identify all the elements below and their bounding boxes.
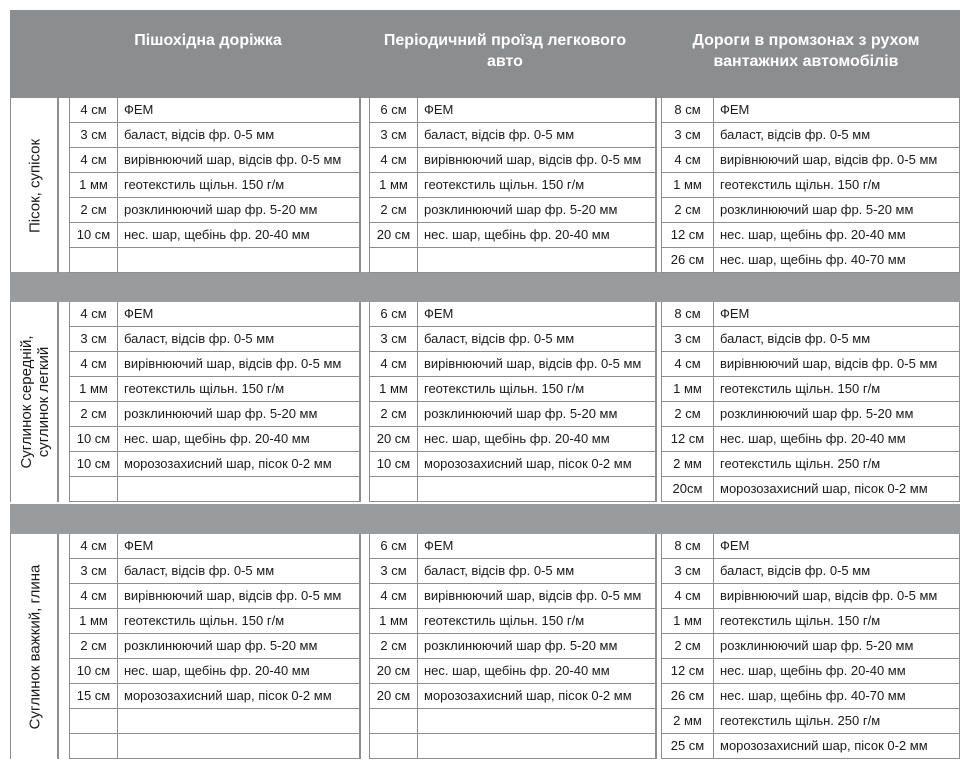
layer-thickness xyxy=(70,709,118,734)
soil-type-label xyxy=(10,302,58,502)
layer-thickness: 8 см xyxy=(662,98,714,123)
layer-description: морозозахисний шар, пісок 0-2 мм xyxy=(118,684,360,709)
table-row xyxy=(360,659,656,684)
layer-thickness: 4 см xyxy=(70,98,118,123)
layer-thickness: 12 см xyxy=(662,427,714,452)
table-row xyxy=(58,734,360,759)
layer-description: нес. шар, щебінь фр. 20-40 мм xyxy=(418,427,656,452)
table-row xyxy=(360,559,656,584)
soil-type-text xyxy=(27,564,44,729)
table-row xyxy=(58,659,360,684)
layer-description: вирівнюючий шар, відсів фр. 0-5 мм xyxy=(118,148,360,173)
layer-description: розклинюючий шар фр. 5-20 мм xyxy=(714,402,960,427)
layer-thickness: 1 мм xyxy=(370,377,418,402)
layer-thickness: 2 см xyxy=(370,198,418,223)
layer-description: нес. шар, щебінь фр. 20-40 мм xyxy=(118,659,360,684)
layer-thickness: 6 см xyxy=(370,302,418,327)
table-row xyxy=(58,452,360,477)
group-separator xyxy=(10,504,960,534)
table-row xyxy=(58,559,360,584)
layer-thickness: 20см xyxy=(662,477,714,502)
table-row xyxy=(360,98,656,123)
layer-thickness: 20 см xyxy=(370,427,418,452)
layer-thickness xyxy=(370,734,418,759)
layer-description: нес. шар, щебінь фр. 20-40 мм xyxy=(714,659,960,684)
layer-description: ФЕМ xyxy=(714,98,960,123)
layer-description: геотекстиль щільн. 150 г/м xyxy=(714,173,960,198)
layer-description: розклинюючий шар фр. 5-20 мм xyxy=(118,198,360,223)
layer-description: нес. шар, щебінь фр. 20-40 мм xyxy=(418,223,656,248)
layer-thickness: 3 см xyxy=(370,559,418,584)
section-car-driveway xyxy=(360,302,656,502)
section-footpath xyxy=(58,302,360,502)
layer-thickness: 2 см xyxy=(70,402,118,427)
table-row xyxy=(360,352,656,377)
table-row xyxy=(656,709,960,734)
layer-description: морозозахисний шар, пісок 0-2 мм xyxy=(714,477,960,502)
layer-thickness: 1 мм xyxy=(70,377,118,402)
layer-description: морозозахисний шар, пісок 0-2 мм xyxy=(118,452,360,477)
layer-description: нес. шар, щебінь фр. 20-40 мм xyxy=(714,427,960,452)
layer-thickness: 10 см xyxy=(370,452,418,477)
layer-thickness: 25 см xyxy=(662,734,714,759)
layer-thickness: 1 мм xyxy=(70,609,118,634)
table-row xyxy=(656,377,960,402)
table-row xyxy=(360,634,656,659)
layer-thickness: 4 см xyxy=(70,352,118,377)
layer-description: ФЕМ xyxy=(118,98,360,123)
layer-description: нес. шар, щебінь фр. 40-70 мм xyxy=(714,248,960,273)
table-row xyxy=(58,709,360,734)
layer-description: вирівнюючий шар, відсів фр. 0-5 мм xyxy=(714,352,960,377)
table-row xyxy=(360,734,656,759)
table-row xyxy=(360,173,656,198)
section-footpath xyxy=(58,98,360,273)
layer-description: геотекстиль щільн. 150 г/м xyxy=(418,173,656,198)
table-row xyxy=(656,198,960,223)
layer-description: вирівнюючий шар, відсів фр. 0-5 мм xyxy=(118,584,360,609)
layer-thickness: 15 см xyxy=(70,684,118,709)
layer-description: морозозахисний шар, пісок 0-2 мм xyxy=(418,452,656,477)
column-title-footpath: Пішохідна доріжка xyxy=(134,32,282,49)
table-row xyxy=(360,377,656,402)
table-row xyxy=(656,477,960,502)
table-row xyxy=(58,684,360,709)
table-row xyxy=(656,559,960,584)
layer-thickness: 20 см xyxy=(370,659,418,684)
soil-type-line: суглинок легкий xyxy=(35,346,52,458)
section-industrial-roads xyxy=(656,302,960,502)
layer-description: нес. шар, щебінь фр. 20-40 мм xyxy=(714,223,960,248)
section-car-driveway xyxy=(360,534,656,759)
layer-thickness: 2 см xyxy=(662,634,714,659)
layer-thickness: 1 мм xyxy=(662,377,714,402)
layer-description: вирівнюючий шар, відсів фр. 0-5 мм xyxy=(714,584,960,609)
layer-thickness xyxy=(70,248,118,273)
layer-description: розклинюючий шар фр. 5-20 мм xyxy=(714,634,960,659)
section-industrial-roads xyxy=(656,98,960,273)
table-row xyxy=(58,534,360,559)
layer-description: баласт, відсів фр. 0-5 мм xyxy=(418,559,656,584)
layer-description: ФЕМ xyxy=(418,302,656,327)
section-footpath xyxy=(58,534,360,759)
table-row xyxy=(58,248,360,273)
layer-description: баласт, відсів фр. 0-5 мм xyxy=(714,559,960,584)
table-row xyxy=(58,402,360,427)
layer-description: баласт, відсів фр. 0-5 мм xyxy=(118,123,360,148)
table-row xyxy=(58,609,360,634)
layer-thickness: 1 мм xyxy=(70,173,118,198)
layer-description: нес. шар, щебінь фр. 20-40 мм xyxy=(418,659,656,684)
table-row xyxy=(58,477,360,502)
layer-description: ФЕМ xyxy=(714,534,960,559)
soil-type-text xyxy=(18,335,52,468)
layer-description: ФЕМ xyxy=(118,534,360,559)
table-row xyxy=(656,402,960,427)
layer-description: розклинюючий шар фр. 5-20 мм xyxy=(418,634,656,659)
layer-description xyxy=(118,734,360,759)
layer-description xyxy=(118,709,360,734)
table-row xyxy=(656,223,960,248)
layer-description: морозозахисний шар, пісок 0-2 мм xyxy=(418,684,656,709)
layer-description xyxy=(418,248,656,273)
layer-thickness: 4 см xyxy=(662,584,714,609)
layer-thickness: 2 см xyxy=(370,634,418,659)
layer-thickness: 2 см xyxy=(662,198,714,223)
layer-description: розклинюючий шар фр. 5-20 мм xyxy=(118,634,360,659)
layer-description: розклинюючий шар фр. 5-20 мм xyxy=(418,402,656,427)
table-row xyxy=(656,123,960,148)
layer-thickness: 4 см xyxy=(70,534,118,559)
table-row xyxy=(656,534,960,559)
layer-thickness: 20 см xyxy=(370,223,418,248)
layer-thickness: 3 см xyxy=(662,559,714,584)
layer-thickness: 26 см xyxy=(662,684,714,709)
table-row xyxy=(656,173,960,198)
layer-description: морозозахисний шар, пісок 0-2 мм xyxy=(714,734,960,759)
layer-description xyxy=(118,248,360,273)
layer-description: баласт, відсів фр. 0-5 мм xyxy=(714,327,960,352)
table-row xyxy=(656,584,960,609)
table-row xyxy=(360,452,656,477)
table-row xyxy=(58,634,360,659)
layer-thickness: 8 см xyxy=(662,302,714,327)
table-row xyxy=(656,734,960,759)
layer-description: нес. шар, щебінь фр. 20-40 мм xyxy=(118,223,360,248)
layer-thickness: 10 см xyxy=(70,452,118,477)
layer-thickness: 12 см xyxy=(662,659,714,684)
soil-type-label xyxy=(10,534,58,759)
layer-thickness: 4 см xyxy=(70,148,118,173)
section-industrial-roads xyxy=(656,534,960,759)
section-car-driveway xyxy=(360,98,656,273)
layer-description: вирівнюючий шар, відсів фр. 0-5 мм xyxy=(418,584,656,609)
layer-description: баласт, відсів фр. 0-5 мм xyxy=(418,327,656,352)
layer-description: розклинюючий шар фр. 5-20 мм xyxy=(714,198,960,223)
layer-thickness xyxy=(70,477,118,502)
table-row xyxy=(656,634,960,659)
layer-description: геотекстиль щільн. 150 г/м xyxy=(118,609,360,634)
layer-thickness: 4 см xyxy=(370,148,418,173)
table-row xyxy=(58,173,360,198)
table-row xyxy=(360,609,656,634)
table-row xyxy=(656,248,960,273)
layer-description: баласт, відсів фр. 0-5 мм xyxy=(118,327,360,352)
soil-type-text xyxy=(27,138,44,232)
table-row xyxy=(360,427,656,452)
table-row xyxy=(656,609,960,634)
layer-thickness: 1 мм xyxy=(662,173,714,198)
table-row xyxy=(360,684,656,709)
layer-thickness: 2 см xyxy=(70,634,118,659)
layer-thickness: 3 см xyxy=(370,327,418,352)
table-row xyxy=(58,584,360,609)
table-row xyxy=(58,327,360,352)
layer-description: вирівнюючий шар, відсів фр. 0-5 мм xyxy=(118,352,360,377)
layer-description: нес. шар, щебінь фр. 20-40 мм xyxy=(118,427,360,452)
layer-thickness: 3 см xyxy=(662,123,714,148)
layer-thickness xyxy=(70,734,118,759)
layer-thickness: 10 см xyxy=(70,427,118,452)
layer-description xyxy=(418,477,656,502)
table-row xyxy=(360,402,656,427)
group-separator xyxy=(10,272,960,302)
table-row xyxy=(656,452,960,477)
layer-thickness: 1 мм xyxy=(370,609,418,634)
layer-thickness: 1 мм xyxy=(662,609,714,634)
table-row xyxy=(656,148,960,173)
layer-thickness: 2 см xyxy=(662,402,714,427)
layer-thickness: 4 см xyxy=(662,148,714,173)
table-row xyxy=(58,148,360,173)
table-row xyxy=(58,377,360,402)
table-row xyxy=(360,223,656,248)
table-row xyxy=(360,709,656,734)
table-row xyxy=(360,123,656,148)
layer-thickness: 3 см xyxy=(70,559,118,584)
soil-group xyxy=(10,98,960,273)
layer-thickness: 4 см xyxy=(370,584,418,609)
table-row xyxy=(360,534,656,559)
table-row xyxy=(360,302,656,327)
layer-description: ФЕМ xyxy=(714,302,960,327)
column-title-car-driveway: Періодичний проїзд легкового авто xyxy=(383,32,627,70)
layer-description: геотекстиль щільн. 250 г/м xyxy=(714,452,960,477)
table-row xyxy=(360,148,656,173)
soil-type-line: Суглинок важкий, глина xyxy=(26,564,44,729)
table-header xyxy=(10,10,960,98)
layer-description: геотекстиль щільн. 150 г/м xyxy=(714,377,960,402)
layer-description: ФЕМ xyxy=(118,302,360,327)
layer-thickness: 3 см xyxy=(370,123,418,148)
table-row xyxy=(360,327,656,352)
layer-thickness: 4 см xyxy=(70,302,118,327)
layer-thickness: 1 мм xyxy=(370,173,418,198)
soil-type-line: Суглинок середній, xyxy=(18,335,35,469)
layer-description: нес. шар, щебінь фр. 40-70 мм xyxy=(714,684,960,709)
layer-thickness: 12 см xyxy=(662,223,714,248)
layer-thickness: 3 см xyxy=(662,327,714,352)
table-row xyxy=(360,584,656,609)
layer-thickness: 6 см xyxy=(370,534,418,559)
layer-thickness: 26 см xyxy=(662,248,714,273)
table-row xyxy=(58,123,360,148)
table-row xyxy=(58,98,360,123)
layer-thickness: 4 см xyxy=(662,352,714,377)
table-row xyxy=(58,352,360,377)
layer-description: геотекстиль щільн. 150 г/м xyxy=(118,173,360,198)
layer-description: баласт, відсів фр. 0-5 мм xyxy=(118,559,360,584)
layer-thickness xyxy=(370,709,418,734)
layer-description: геотекстиль щільн. 150 г/м xyxy=(118,377,360,402)
layer-description: баласт, відсів фр. 0-5 мм xyxy=(418,123,656,148)
layer-thickness: 10 см xyxy=(70,223,118,248)
layer-thickness: 4 см xyxy=(70,584,118,609)
layer-description xyxy=(418,709,656,734)
table-row xyxy=(360,198,656,223)
layer-thickness xyxy=(370,248,418,273)
layer-thickness: 2 мм xyxy=(662,452,714,477)
table-row xyxy=(360,248,656,273)
layer-description: вирівнюючий шар, відсів фр. 0-5 мм xyxy=(418,148,656,173)
layer-thickness: 2 см xyxy=(70,198,118,223)
layer-description: розклинюючий шар фр. 5-20 мм xyxy=(418,198,656,223)
column-title-industrial-roads: Дороги в промзонах з рухом вантажних автомобілів xyxy=(692,32,920,70)
layer-description: баласт, відсів фр. 0-5 мм xyxy=(714,123,960,148)
layer-description: вирівнюючий шар, відсів фр. 0-5 мм xyxy=(418,352,656,377)
layer-thickness: 8 см xyxy=(662,534,714,559)
table-row xyxy=(656,302,960,327)
layer-thickness: 6 см xyxy=(370,98,418,123)
layer-description: геотекстиль щільн. 250 г/м xyxy=(714,709,960,734)
table-row xyxy=(656,352,960,377)
layer-thickness xyxy=(370,477,418,502)
soil-group xyxy=(10,302,960,502)
table-row xyxy=(656,684,960,709)
layer-thickness: 20 см xyxy=(370,684,418,709)
layer-description: геотекстиль щільн. 150 г/м xyxy=(714,609,960,634)
layer-thickness: 3 см xyxy=(70,123,118,148)
layer-description: ФЕМ xyxy=(418,98,656,123)
table-row xyxy=(58,198,360,223)
layer-description xyxy=(418,734,656,759)
layer-thickness: 3 см xyxy=(70,327,118,352)
table-row xyxy=(656,427,960,452)
table-row xyxy=(58,302,360,327)
table-row xyxy=(58,223,360,248)
layer-thickness: 10 см xyxy=(70,659,118,684)
table-row xyxy=(58,427,360,452)
layer-description: розклинюючий шар фр. 5-20 мм xyxy=(118,402,360,427)
layer-thickness: 2 мм xyxy=(662,709,714,734)
layer-description: геотекстиль щільн. 150 г/м xyxy=(418,377,656,402)
layer-thickness: 4 см xyxy=(370,352,418,377)
layer-thickness: 2 см xyxy=(370,402,418,427)
layer-description: ФЕМ xyxy=(418,534,656,559)
layer-description: вирівнюючий шар, відсів фр. 0-5 мм xyxy=(714,148,960,173)
table-row xyxy=(656,659,960,684)
table-row xyxy=(656,327,960,352)
layer-description: геотекстиль щільн. 150 г/м xyxy=(418,609,656,634)
soil-group xyxy=(10,534,960,759)
soil-type-line: Пісок, супісок xyxy=(26,138,44,233)
soil-type-label xyxy=(10,98,58,273)
layer-description xyxy=(118,477,360,502)
soil-layer-table xyxy=(10,10,960,768)
table-row xyxy=(656,98,960,123)
table-row xyxy=(360,477,656,502)
